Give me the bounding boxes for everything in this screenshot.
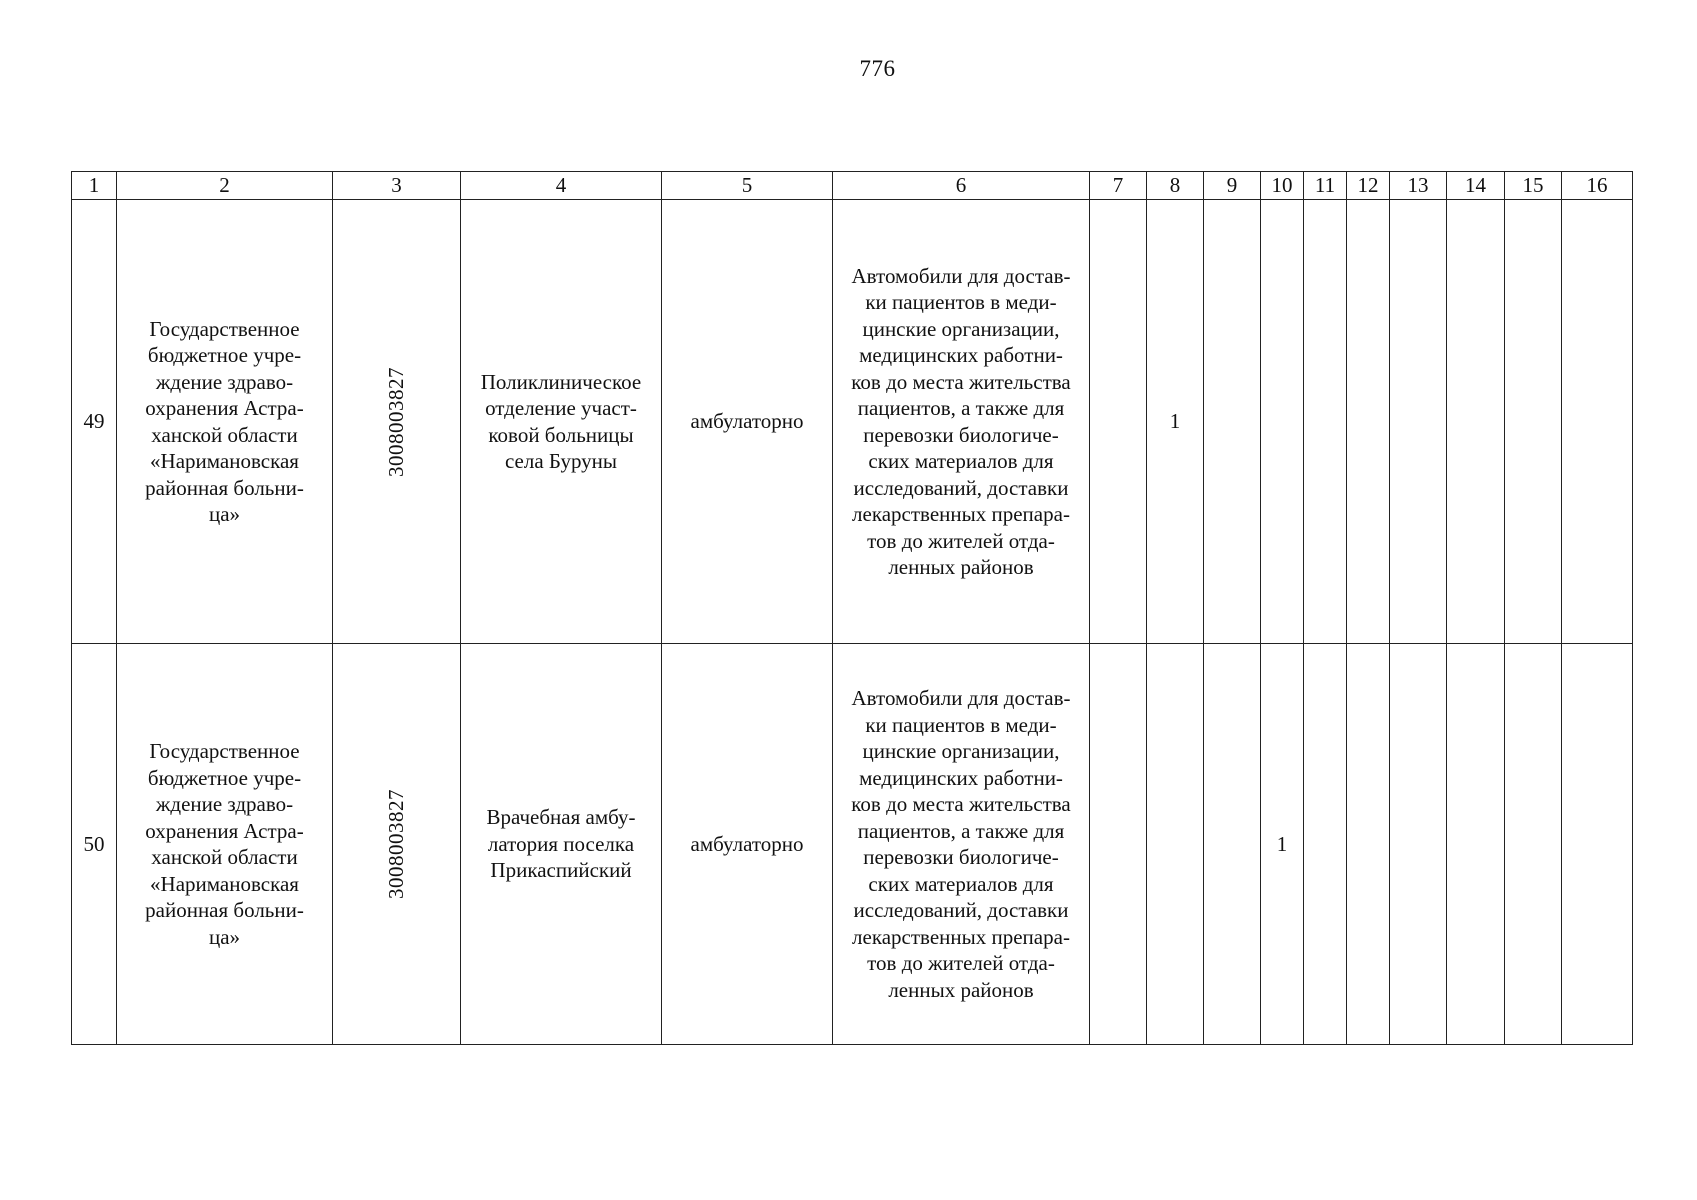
count-cell-16 [1562,200,1633,644]
count-cell-9 [1204,200,1261,644]
purpose-line: ленных районов [888,555,1034,579]
purpose-line: цинские организации, [862,739,1060,763]
organization-line: ца» [208,502,241,526]
unit-line: села Буруны [504,449,618,473]
count-cell-15 [1505,200,1562,644]
page-number: 776 [859,56,896,81]
organization-line: охранения Астра- [145,818,304,843]
purpose-line: ки пациентов в меди- [865,712,1057,737]
organization-line: ца» [208,924,241,949]
unit-line: Поликлиническое [480,369,642,394]
table-row [72,200,1633,644]
column-header: 10 [1261,172,1304,200]
column-header: 13 [1390,172,1447,200]
purpose-line: исследований, доставки [853,475,1069,500]
unit-line: латория поселка [487,831,635,856]
count-cell-10 [1261,200,1304,644]
purpose-cell [833,200,1090,644]
care-mode-cell: амбулаторно [662,200,833,644]
purpose-line: перевозки биологиче- [863,422,1059,447]
organization-line: «Наримановская [150,449,299,473]
purpose-line: пациентов, а также для [857,818,1065,843]
organization-line: Государственное [149,316,300,341]
organization-line: бюджетное учре- [147,343,302,367]
count-cell-11 [1304,644,1347,1045]
count-cell-9 [1204,644,1261,1045]
organization-line: ждение здраво- [155,369,294,394]
purpose-line: пациентов, а также для [857,396,1065,420]
organization-line: районная больни- [145,898,304,922]
unit-cell [461,644,662,1045]
organization-line: ждение здраво- [155,792,294,816]
column-header: 1 [72,172,117,200]
data-table [71,171,1633,1045]
count-cell-16 [1562,644,1633,1045]
purpose-line: тов до жителей отда- [867,951,1055,975]
purpose-line: ленных районов [888,977,1034,1002]
purpose-line: медицинских работни- [859,765,1063,790]
count-cell-14 [1447,644,1505,1045]
purpose-line: Автомобили для достав- [851,263,1071,288]
count-cell-12 [1347,200,1390,644]
organization-line: Государственное [149,739,300,763]
column-header: 2 [117,172,333,200]
column-header: 12 [1347,172,1390,200]
organization-cell [117,644,333,1045]
unit-cell [461,200,662,644]
table-row [72,644,1633,1045]
inn-value: 3008003827 [384,366,409,477]
purpose-line: ки пациентов в меди- [865,290,1057,314]
organization-line: ханской области [151,845,298,869]
column-header: 15 [1505,172,1562,200]
count-cell-14 [1447,200,1505,644]
column-header: 6 [833,172,1090,200]
purpose-line: лекарственных препара- [852,924,1070,949]
count-cell-15 [1505,644,1562,1045]
count-cell-8: 1 [1147,200,1204,644]
column-header: 14 [1447,172,1505,200]
inn-cell [333,644,461,1045]
column-header: 7 [1090,172,1147,200]
column-header: 9 [1204,172,1261,200]
organization-line: районная больни- [145,475,304,500]
purpose-line: исследований, доставки [853,898,1069,922]
column-header-row [72,172,1633,200]
organization-line: охранения Астра- [145,396,304,420]
column-header: 11 [1304,172,1347,200]
purpose-line: Автомобили для достав- [851,686,1071,710]
purpose-line: ских материалов для [868,449,1054,473]
care-mode-cell: амбулаторно [662,644,833,1045]
purpose-line: перевозки биологиче- [863,845,1059,869]
organization-cell [117,200,333,644]
column-header: 8 [1147,172,1204,200]
count-cell-10: 1 [1261,644,1304,1045]
purpose-line: ских материалов для [868,871,1054,896]
count-cell-11 [1304,200,1347,644]
organization-line: «Наримановская [150,871,299,896]
column-header: 4 [461,172,662,200]
organization-line: ханской области [151,422,298,447]
purpose-line: ков до места жительства [851,792,1071,816]
row-number-cell: 50 [72,644,117,1045]
count-cell-13 [1390,200,1447,644]
count-cell-12 [1347,644,1390,1045]
inn-cell [333,200,461,644]
column-header: 5 [662,172,833,200]
purpose-line: лекарственных препара- [852,502,1070,526]
count-cell-7 [1090,200,1147,644]
count-cell-7 [1090,644,1147,1045]
column-header: 16 [1562,172,1633,200]
purpose-line: ков до места жительства [851,369,1071,394]
unit-line: Прикаспийский [490,858,632,883]
row-number-cell: 49 [72,200,117,644]
inn-value: 3008003827 [384,789,409,899]
organization-line: бюджетное учре- [147,765,302,790]
unit-line: ковой больницы [488,422,634,447]
purpose-line: медицинских работни- [859,343,1063,367]
count-cell-13 [1390,644,1447,1045]
column-header: 3 [333,172,461,200]
unit-line: отделение участ- [485,396,637,420]
count-cell-8 [1147,644,1204,1045]
unit-line: Врачебная амбу- [486,805,636,830]
purpose-line: цинские организации, [862,316,1060,341]
purpose-line: тов до жителей отда- [867,528,1055,553]
purpose-cell [833,644,1090,1045]
